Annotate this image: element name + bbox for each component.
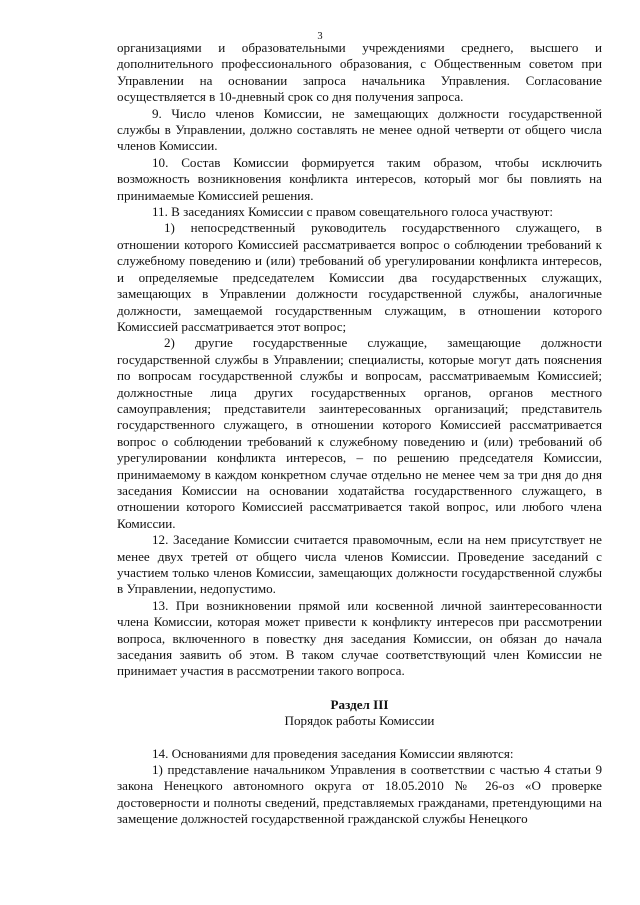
page-number: 3 bbox=[317, 31, 323, 42]
paragraph-10: 10. Состав Комиссии формируется таким образом, чтобы исключить возможность возникновения конфликта интересов, который мог бы повлиять на принимаемые Комиссией решения. bbox=[117, 154, 602, 203]
paragraph-11-item-1: 1) непосредственный руководитель государственного служащего, в отношении которого Комиссией рассматривается вопрос о соблюдении требований к служебному поведению и (или) требований об урегулировании конфликта интересов, и определяемые председателем Комиссии два государственных служащих, замещающих в Управлении должности государственной службы, аналогичные должности, замещаемой государственным служащим, в отношении которого Комиссией рассматривается этот вопрос; bbox=[117, 220, 602, 334]
section-title: Раздел III bbox=[330, 696, 389, 712]
paragraph-12: 12. Заседание Комиссии считается правомочным, если на нем присутствует не менее двух третей от общего числа членов Комиссии. Проведение заседаний с участием только членов Комиссии, замещающих должности государственной службы в Управлении, недопустимо. bbox=[117, 532, 602, 597]
section-subtitle: Порядок работы Комиссии bbox=[284, 713, 435, 729]
paragraph-13: 13. При возникновении прямой или косвенной личной заинтересованности члена Комиссии, которая может привести к конфликту интересов при рассмотрении вопроса, включенного в повестку дня заседания Комиссии, он обязан до начала заседания заявить об этом. В таком случае соответствующий член Комиссии не принимает участия в рассмотрении такого вопроса. bbox=[117, 597, 602, 679]
paragraph-14: 14. Основаниями для проведения заседания Комиссии являются: bbox=[152, 745, 514, 761]
paragraph-continuation: организациями и образовательными учреждениями среднего, высшего и дополнительного профессионального образования, с Общественным советом при Управлении на основании запроса начальника Управления. Согласование осуществляется в 10-дневный срок со дня получения запроса. bbox=[117, 40, 602, 105]
paragraph-14-item-1: 1) представление начальником Управления в соответствии с частью 4 статьи 9 закона Ненецкого автономного округа от 18.05.2010 № 26-оз «О проверке достоверности и полноты сведений, представляемых гражданами, претендующими на замещение должностей государственной гражданской службы Ненецкого bbox=[117, 762, 602, 827]
paragraph-11: 11. В заседаниях Комиссии с правом совещательного голоса участвуют: bbox=[152, 204, 553, 220]
paragraph-11-item-2: 2) другие государственные служащие, замещающие должности государственной службы в Управлении; специалисты, которые могут дать пояснения по вопросам государственной службы и вопросам, рассматриваемым Комиссией; должностные лица других государственных органов, органов местного самоуправления; представители заинтересованных организаций; представитель государственного служащего, в отношении которого Комиссией рассматривается вопрос о соблюдении требований к служебному поведению и (или) требований об урегулировании конфликта интересов, – по решению председателя Комиссии, принимаемому в каждом конкретном случае отдельно не менее чем за три дня до дня заседания Комиссии на основании ходатайства государственного служащего, в отношении которого Комиссией рассматривается такой вопрос, или любого члена Комиссии. bbox=[117, 335, 602, 531]
document-body bbox=[117, 40, 602, 828]
paragraph-9: 9. Число членов Комиссии, не замещающих должности государственной службы в Управлении, должно составлять не менее одной четверти от общего числа членов Комиссии. bbox=[117, 105, 602, 154]
